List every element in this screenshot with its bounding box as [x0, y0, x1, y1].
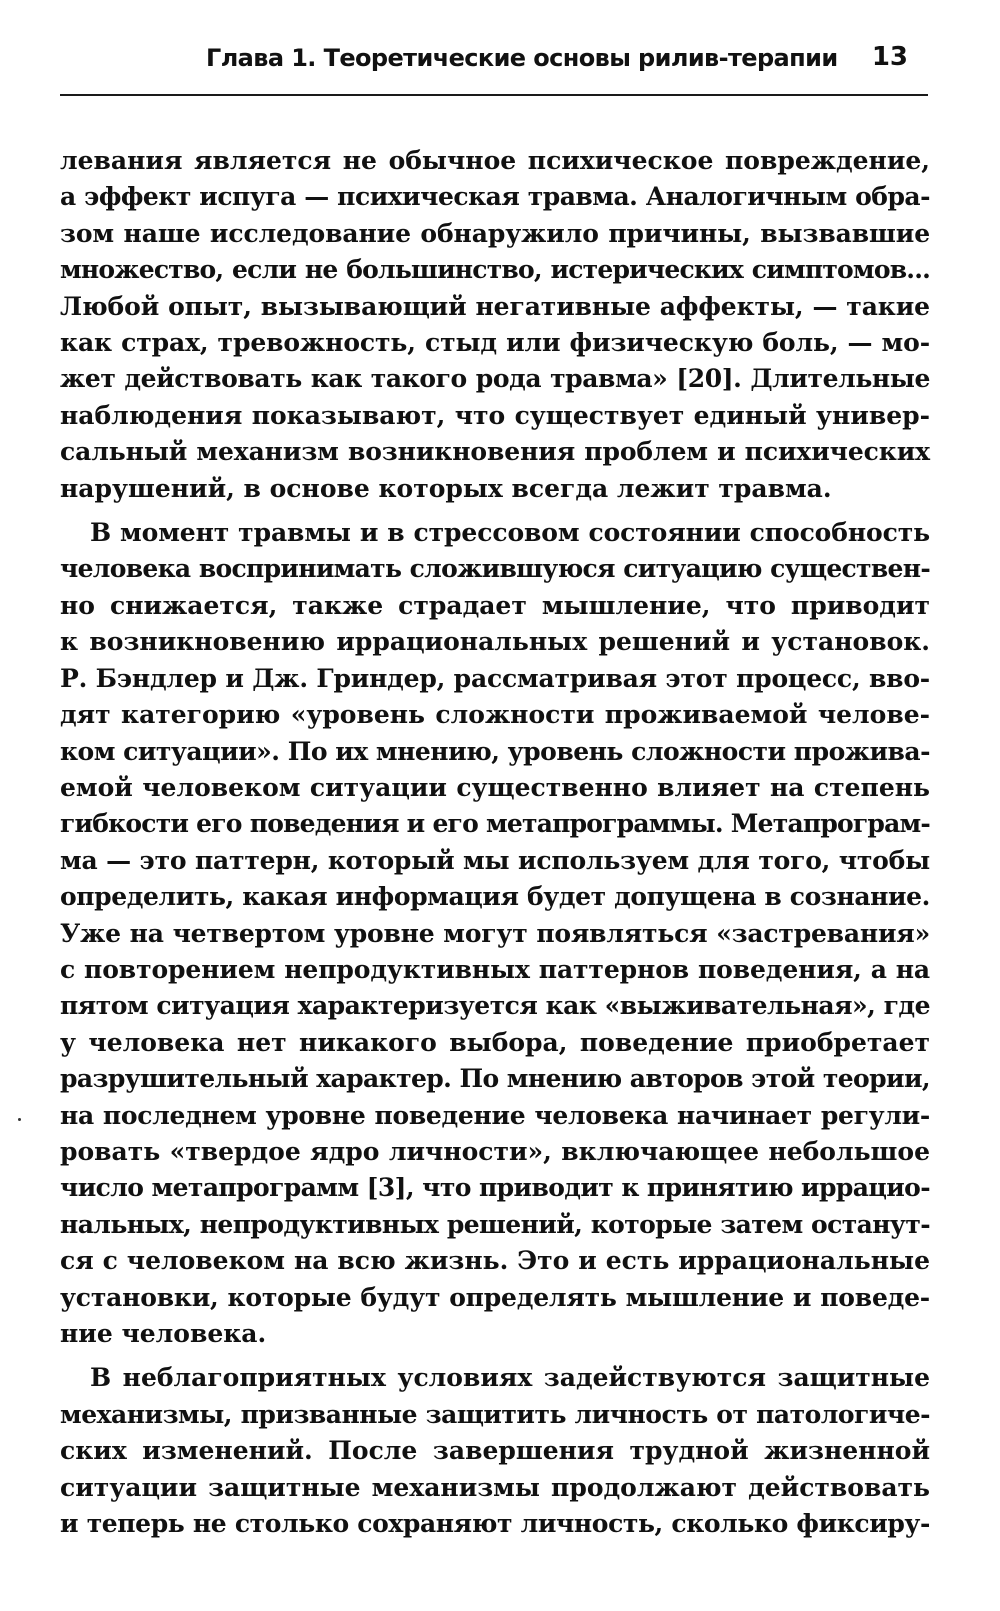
paragraph: [60, 515, 930, 1352]
text-line: с повторением непродуктивных паттернов поведения, а на: [60, 954, 930, 984]
text-line: как страх, тревожность, стыд или физическую боль, — мо-: [60, 328, 930, 358]
text-line: зом наше исследование обнаружило причины, вызвавшие: [60, 218, 930, 248]
text-line: и теперь не столько сохраняют личность, сколько фиксиру-: [60, 1509, 930, 1539]
text-line: гибкости его поведения и его метапрограммы. Метапрограм-: [60, 809, 930, 839]
text-line: левания является не обычное психическое повреждение,: [60, 146, 930, 175]
paragraph: [60, 143, 930, 507]
text-line: множество, если не большинство, истерических симптомов...: [60, 255, 930, 285]
text-line: Уже на четвертом уровне могут появляться «застревания»: [60, 918, 930, 948]
text-line: В неблагоприятных условиях задействуются защитные: [90, 1363, 930, 1393]
text-line: ситуации защитные механизмы продолжают действовать: [60, 1472, 930, 1502]
text-line: определить, какая информация будет допущена в сознание.: [60, 882, 930, 912]
text-line: пятом ситуация характеризуется как «выживательная», где: [60, 991, 930, 1021]
text-line: ние человека.: [60, 1319, 267, 1348]
body-text: [60, 143, 930, 1542]
text-line: ся с человеком на всю жизнь. Это и есть иррациональные: [60, 1246, 930, 1276]
chapter-title: Глава 1. Теоретические основы рилив-терапии: [206, 44, 838, 72]
text-line: емой человеком ситуации существенно влияет на степень: [60, 772, 930, 802]
text-line: а эффект испуга — психическая травма. Аналогичным обра-: [60, 182, 930, 212]
text-line: В момент травмы и в стрессовом состоянии способность: [90, 518, 930, 548]
text-line: Р. Бэндлер и Дж. Гриндер, рассматривая этот процесс, вво-: [60, 663, 930, 693]
text-line: дят категорию «уровень сложности проживаемой челове-: [60, 700, 930, 730]
text-line: человека воспринимать сложившуюся ситуацию существен-: [60, 554, 930, 584]
text-line: сальный механизм возникновения проблем и психических: [60, 437, 930, 467]
page-number: 13: [871, 42, 908, 72]
paragraph-gap: [60, 507, 930, 515]
scan-speck: [18, 1118, 21, 1121]
text-line: к возникновению иррациональных решений и установок.: [60, 627, 930, 657]
text-line: механизмы, призванные защитить личность от патологиче-: [60, 1399, 930, 1429]
text-line: жет действовать как такого рода травма» [20]. Длительные: [60, 364, 930, 394]
text-line: на последнем уровне поведение человека начинает регули-: [60, 1100, 930, 1130]
text-line: разрушительный характер. По мнению авторов этой теории,: [60, 1064, 930, 1094]
text-line: число метапрограмм [3], что приводит к принятию иррацио-: [60, 1173, 930, 1203]
text-line: ком ситуации». По их мнению, уровень сложности прожива-: [60, 736, 930, 766]
text-line: наблюдения показывают, что существует единый универ-: [60, 400, 930, 430]
text-line: ровать «твердое ядро личности», включающее небольшое: [60, 1136, 930, 1166]
text-line: но снижается, также страдает мышление, что приводит: [60, 590, 930, 620]
text-line: установки, которые будут определять мышление и поведе-: [60, 1282, 930, 1312]
text-line: нарушений, в основе которых всегда лежит травма.: [60, 473, 832, 503]
text-line: у человека нет никакого выбора, поведение приобретает: [60, 1027, 930, 1057]
text-line: ма — это паттерн, который мы используем для того, чтобы: [60, 845, 930, 875]
text-line: Любой опыт, вызывающий негативные аффекты, — такие: [60, 291, 930, 321]
running-header: [60, 38, 928, 96]
paragraph-gap: [60, 1352, 930, 1360]
paragraph: [60, 1360, 930, 1542]
text-line: ских изменений. После завершения трудной жизненной: [60, 1436, 930, 1466]
text-line: нальных, непродуктивных решений, которые затем останут-: [60, 1209, 930, 1239]
